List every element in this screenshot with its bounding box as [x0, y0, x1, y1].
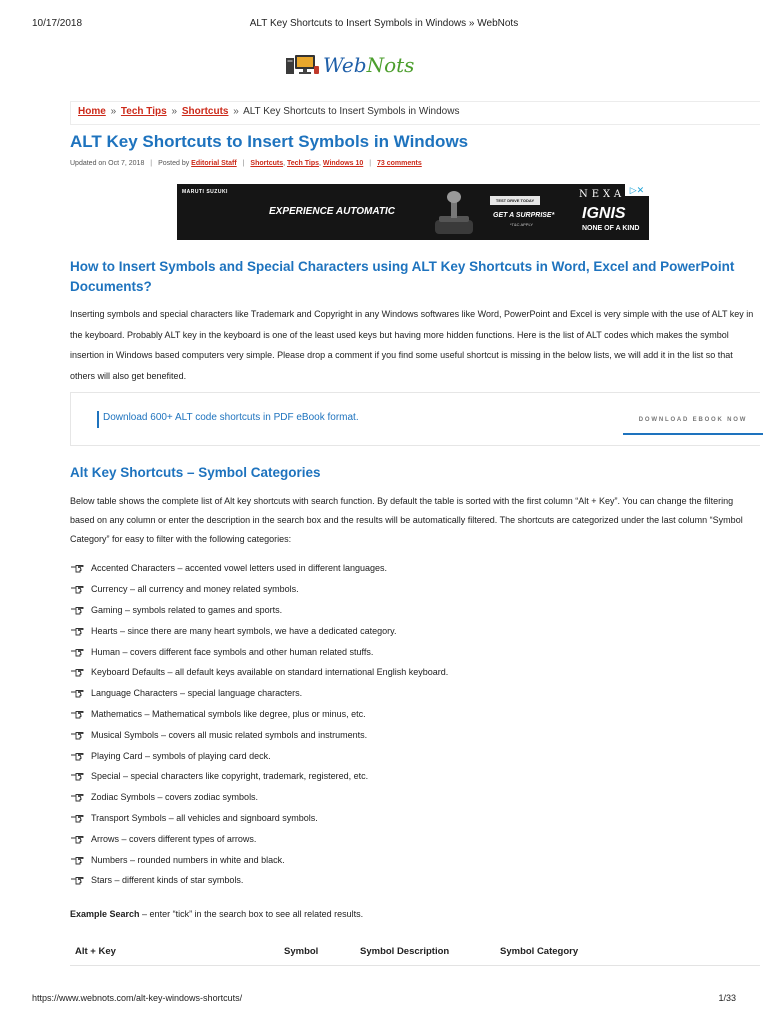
list-item: Accented Characters – accented vowel letters used in different languages.	[70, 558, 760, 579]
pointing-hand-icon	[70, 834, 84, 844]
breadcrumb-separator: »	[110, 106, 117, 117]
ad-choices-icon[interactable]: ▷✕	[625, 184, 649, 196]
pointing-hand-icon	[70, 813, 84, 823]
list-item: Mathematics – Mathematical symbols like degree, plus or minus, etc.	[70, 704, 760, 725]
comments-link[interactable]: 73 comments	[377, 160, 422, 167]
list-item: Hearts – since there are many heart symbols, we have a dedicated category.	[70, 620, 760, 641]
breadcrumb-shortcuts[interactable]: Shortcuts	[181, 106, 229, 117]
shortcuts-table-header	[70, 936, 760, 966]
author-link[interactable]: Editorial Staff	[191, 160, 237, 167]
breadcrumb-tech-tips[interactable]: Tech Tips	[120, 106, 167, 117]
breadcrumb-home[interactable]: Home	[78, 106, 106, 117]
category-list	[70, 558, 760, 891]
list-item: Numbers – rounded numbers in white and black.	[70, 849, 760, 870]
site-logo[interactable]	[286, 50, 414, 80]
pointing-hand-icon	[70, 855, 84, 865]
pointing-hand-icon	[70, 875, 84, 885]
breadcrumb	[70, 101, 760, 125]
pointing-hand-icon	[70, 584, 84, 594]
accent-bar	[97, 411, 99, 428]
category-link-tech-tips[interactable]: Tech Tips	[286, 160, 320, 167]
pointing-hand-icon	[70, 771, 84, 781]
article-title: ALT Key Shortcuts to Insert Symbols in Windows	[70, 132, 469, 151]
logo-wordmark: WebNots	[323, 53, 415, 77]
pointing-hand-icon	[70, 647, 84, 657]
list-item: Musical Symbols – covers all music related symbols and instruments.	[70, 724, 760, 745]
download-ebook-text[interactable]: Download 600+ ALT code shortcuts in PDF eBook format.	[103, 412, 359, 423]
page-number: 1/33	[718, 993, 736, 1003]
list-item: Playing Card – symbols of playing card deck.	[70, 745, 760, 766]
gear-shifter-icon	[429, 190, 479, 236]
computer-icon	[286, 52, 320, 78]
posted-by-label: Posted by	[158, 160, 190, 167]
list-item: Human – covers different face symbols and other human related stuffs.	[70, 641, 760, 662]
pointing-hand-icon	[70, 792, 84, 802]
list-item: Transport Symbols – all vehicles and signboard symbols.	[70, 808, 760, 829]
ad-surprise: GET A SURPRISE*	[493, 212, 555, 219]
breadcrumb-separator: »	[233, 106, 239, 117]
ad-nexa: NEXA	[579, 189, 626, 200]
category-link-windows[interactable]: Windows 10	[322, 160, 364, 167]
intro-paragraph: Inserting symbols and special characters like Trademark and Copyright in any Windows softwares like Word, PowerPoint and Excel is very simple with the use of ALT key in the keyboard. Probably ALT key in the keyboard is one of the least used keys but having more hidden functions. Here is the list of ALT codes which makes the symbol insertion in Windows based computers very simple. Please drop a comment if you find some useful shortcut is missing in the below lists, we will add it in the list so that others will also get benefited.	[70, 309, 754, 381]
column-header-symbol-category[interactable]: Symbol Category	[500, 946, 579, 957]
pointing-hand-icon	[70, 730, 84, 740]
example-search	[70, 909, 363, 919]
column-header-alt-key[interactable]: Alt + Key	[75, 946, 116, 957]
pointing-hand-icon	[70, 626, 84, 636]
download-ebook-button[interactable]: DOWNLOAD EBOOK NOW	[623, 407, 763, 435]
list-item: Gaming – symbols related to games and sports.	[70, 600, 760, 621]
list-item: Arrows – covers different types of arrows.	[70, 828, 760, 849]
print-page-title: ALT Key Shortcuts to Insert Symbols in Windows » WebNots	[249, 18, 519, 29]
list-item: Zodiac Symbols – covers zodiac symbols.	[70, 787, 760, 808]
pointing-hand-icon	[70, 751, 84, 761]
column-header-symbol[interactable]: Symbol	[284, 946, 319, 957]
column-header-symbol-description[interactable]: Symbol Description	[360, 946, 450, 957]
table-description-paragraph: Below table shows the complete list of Alt key shortcuts with search function. By default the table is sorted with the first column “Alt + Key”. You can change the filtering based on any column or enter the description in the search box and the results will be automatically filtered. The shortcuts are categorized under the last column “Symbol Category” for easy to filter with the following categories:	[70, 496, 743, 544]
breadcrumb-current: ALT Key Shortcuts to Insert Symbols in Windows	[243, 106, 460, 117]
download-ebook-box	[70, 392, 760, 446]
example-search-text: – enter “tick” in the search box to see all related results.	[139, 909, 364, 919]
page-url: https://www.webnots.com/alt-key-windows-shortcuts/	[32, 993, 243, 1003]
ad-tagline: NONE OF A KIND	[582, 225, 640, 232]
updated-date: Updated on Oct 7, 2018	[70, 160, 145, 167]
ad-cta-button[interactable]: TEST DRIVE TODAY	[490, 196, 540, 205]
list-item: Keyboard Defaults – all default keys available on standard international English keyboard.	[70, 662, 760, 683]
pointing-hand-icon	[70, 667, 84, 677]
print-header	[32, 18, 736, 32]
list-item: Special – special characters like copyright, trademark, registered, etc.	[70, 766, 760, 787]
pointing-hand-icon	[70, 688, 84, 698]
list-item: Language Characters – special language characters.	[70, 683, 760, 704]
article-meta: Updated on Oct 7, 2018 | Posted by Editorial Staff | Shortcuts, Tech Tips, Windows 10 | 73 comments	[70, 160, 422, 167]
ad-terms: *T&C APPLY	[510, 222, 534, 227]
section-heading-insert-symbols: How to Insert Symbols and Special Characters using ALT Key Shortcuts in Word, Excel and PowerPoint Documents?	[70, 259, 735, 294]
breadcrumb-separator: »	[171, 106, 178, 117]
ad-banner[interactable]	[177, 184, 649, 240]
example-search-label: Example Search	[70, 909, 140, 919]
ad-model: IGNIS	[582, 205, 626, 222]
category-link-shortcuts[interactable]: Shortcuts	[250, 160, 284, 167]
pointing-hand-icon	[70, 605, 84, 615]
print-date: 10/17/2018	[32, 18, 83, 29]
print-footer	[32, 993, 736, 1007]
ad-brand: MARUTI SUZUKI	[182, 189, 228, 195]
list-item: Stars – different kinds of star symbols.	[70, 870, 760, 891]
pointing-hand-icon	[70, 563, 84, 573]
ad-headline: EXPERIENCE AUTOMATIC	[269, 206, 395, 217]
list-item: Currency – all currency and money related symbols.	[70, 579, 760, 600]
pointing-hand-icon	[70, 709, 84, 719]
section-heading-categories: Alt Key Shortcuts – Symbol Categories	[70, 465, 321, 480]
